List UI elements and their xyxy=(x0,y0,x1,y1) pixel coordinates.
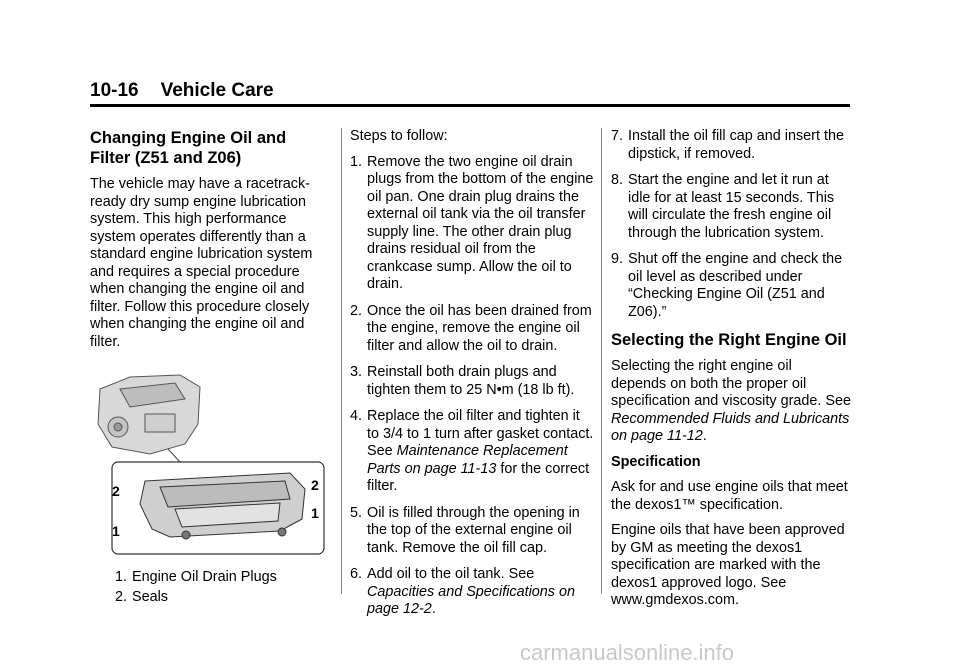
legend-number: 2. xyxy=(115,588,128,605)
callout-2-right: 2 xyxy=(311,477,319,493)
step-item xyxy=(611,172,851,242)
step-number: 3. xyxy=(350,364,363,380)
cross-reference-link[interactable]: Maintenance Replacement Parts on page 11-13 xyxy=(367,443,568,477)
body-paragraph xyxy=(611,358,851,446)
callout-2-left: 2 xyxy=(112,483,120,499)
section-heading: Selecting the Right Engine Oil xyxy=(611,331,847,349)
subheading: Specification xyxy=(611,453,701,470)
step-item xyxy=(350,566,595,619)
callout-1-right: 1 xyxy=(311,505,319,521)
section-heading: Changing Engine Oil and Filter (Z51 and Z06) xyxy=(90,129,287,167)
step-number: 7. xyxy=(611,128,624,144)
watermark: carmanualsonline.info xyxy=(520,640,735,665)
engine-illustration xyxy=(90,369,330,559)
column-divider xyxy=(341,128,342,594)
section-title: Vehicle Care xyxy=(160,80,274,101)
step-item xyxy=(350,364,595,399)
legend-text: Engine Oil Drain Plugs xyxy=(132,569,277,585)
step-text: Install the oil fill cap and insert the dipstick, if removed. xyxy=(628,128,844,162)
legend-text: Seals xyxy=(132,588,168,605)
page-number: 10-16 xyxy=(90,80,139,101)
body-text: . xyxy=(702,428,707,444)
callout-1-left: 1 xyxy=(112,523,120,539)
step-number: 8. xyxy=(611,172,624,188)
step-text: Start the engine and let it run at idle for at least 15 seconds. This will circulate the fresh engine oil through the lubrication system. xyxy=(628,172,835,241)
step-item xyxy=(611,251,851,321)
step-item xyxy=(350,303,595,356)
step-text: . xyxy=(431,601,436,617)
column-divider xyxy=(601,128,602,594)
step-number: 1. xyxy=(350,153,363,170)
column-1 xyxy=(90,128,330,608)
step-text: for the correct filter. xyxy=(367,460,590,494)
intro-paragraph: The vehicle may have a racetrack-ready dry sump engine lubrication system. This high performance system operates differently than a standard engine lubrication system and requires a special procedure when changing the engine oil and filter. Follow this procedure closely when changing the engine oil and filter. xyxy=(90,176,313,350)
step-text: Once the oil has been drained from the engine, remove the engine oil filter and allow the oil to drain. xyxy=(367,302,592,354)
step-item xyxy=(350,154,595,294)
body-paragraph: Ask for and use engine oils that meet the dexos1™ specification. xyxy=(611,479,848,513)
step-number: 9. xyxy=(611,251,624,267)
steps-lead: Steps to follow: xyxy=(350,128,448,144)
step-item xyxy=(350,408,595,496)
step-item xyxy=(350,505,595,558)
step-number: 5. xyxy=(350,504,363,521)
body-paragraph: Engine oils that have been approved by GM as meeting the dexos1 specification are marked with the dexos1 approved logo. See www.gmdexos.com. xyxy=(611,522,845,608)
step-text: Replace the oil filter and tighten it to 3/4 to 1 turn after gasket contact. See xyxy=(367,408,594,459)
step-number: 2. xyxy=(350,302,363,319)
oil-pan-figure xyxy=(90,369,330,559)
column-3 xyxy=(611,128,851,618)
body-text: Selecting the right engine oil depends on both the proper oil specification and viscosity grade. See xyxy=(611,358,851,409)
step-text: Oil is filled through the opening in the top of the external engine oil tank. Remove the oil fill cap. xyxy=(367,504,580,556)
step-text: Shut off the engine and check the oil level as described under “Checking Engine Oil (Z51 and Z06).” xyxy=(628,251,843,320)
cross-reference-link[interactable]: Capacities and Specifications on page 12-2 xyxy=(367,583,575,617)
legend-number: 1. xyxy=(115,569,128,585)
step-text: Reinstall both drain plugs and tighten them to 25 N•m (18 lb ft). xyxy=(367,364,575,398)
step-number: 4. xyxy=(350,408,363,424)
cross-reference-link[interactable]: Recommended Fluids and Lubricants on page 11-12 xyxy=(611,410,850,444)
step-number: 6. xyxy=(350,566,363,582)
header-rule xyxy=(90,104,850,107)
figure-legend xyxy=(90,569,330,606)
step-item xyxy=(611,128,851,163)
legend-item xyxy=(115,569,330,587)
step-text: Add oil to the oil tank. See xyxy=(367,566,535,582)
column-2 xyxy=(350,128,595,628)
step-text: Remove the two engine oil drain plugs from the bottom of the engine oil pan. One drain plug drains the external oil tank via the oil transfer supply line. The other drain plug drains residual oil from the crankcase sump. Allow the oil to drain. xyxy=(367,153,594,292)
steps-list-continued xyxy=(611,128,851,321)
steps-list xyxy=(350,154,595,619)
legend-item xyxy=(115,589,330,607)
page-header xyxy=(90,80,850,102)
